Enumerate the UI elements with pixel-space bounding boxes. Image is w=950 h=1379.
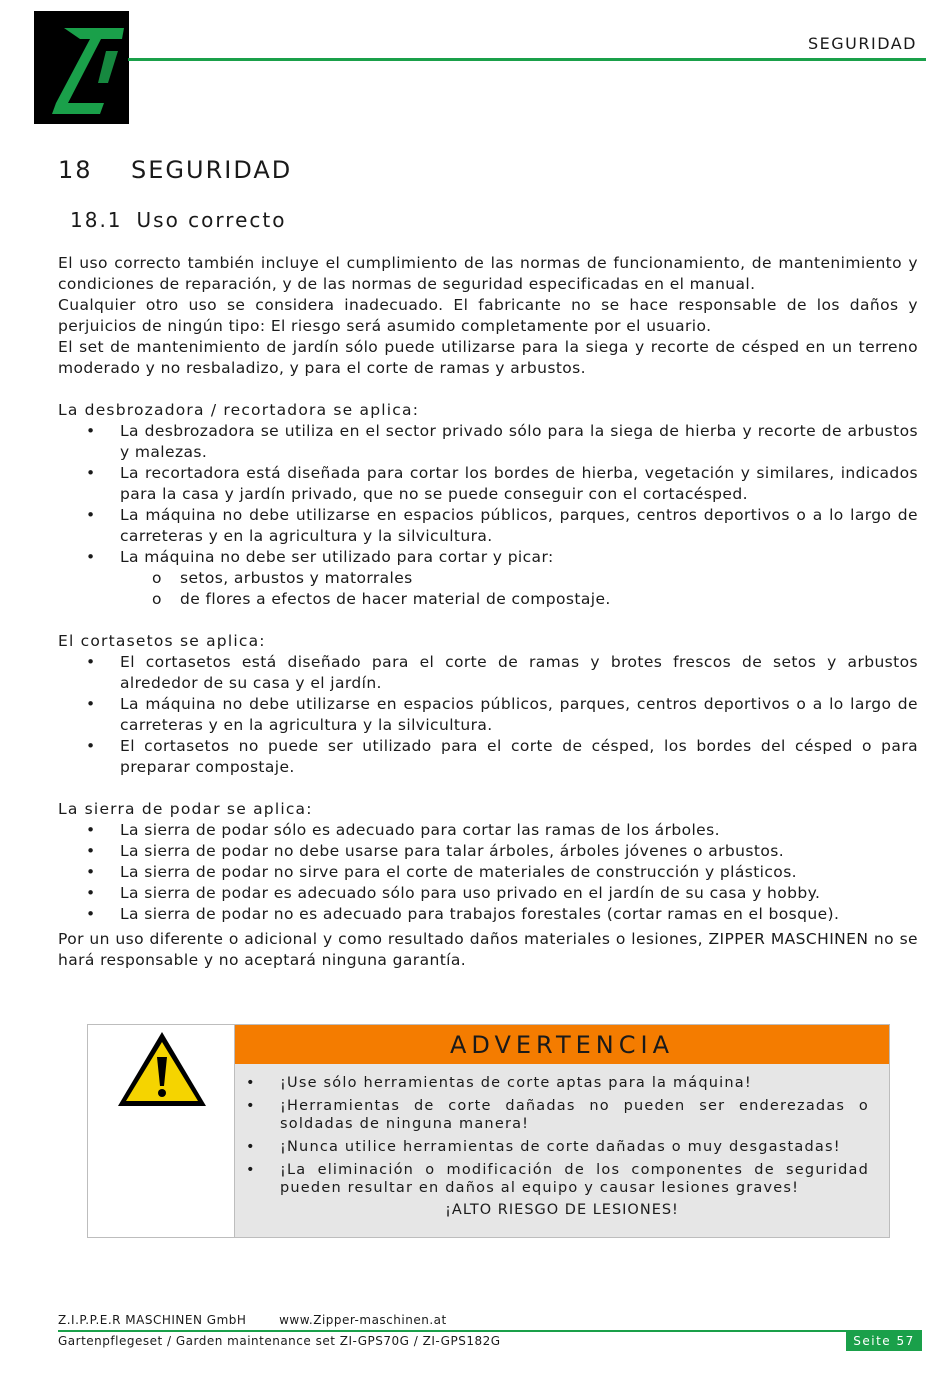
- warning-box: [87, 1024, 890, 1238]
- zipper-logo-mark: [34, 11, 129, 124]
- list-item: • La sierra de podar no sirve para el corte de materiales de construcción y plásticos.: [58, 862, 918, 883]
- list-item: • La máquina no debe utilizarse en espacios públicos, parques, centros deportivos o a lo largo de carreteras y en la agricultura y la silvicultura.: [58, 694, 918, 736]
- footer-rule: [58, 1330, 922, 1332]
- list-item: • La sierra de podar no es adecuado para trabajos forestales (cortar ramas en el bosque).: [58, 904, 918, 925]
- paragraph: El uso correcto también incluye el cumplimiento de las normas de funcionamiento, de mantenimiento y condiciones de reparación, y de las normas de seguridad especificadas en el manual.: [58, 254, 918, 293]
- group-intro-sierra: La sierra de podar se aplica:: [58, 800, 313, 818]
- list-item: [58, 547, 918, 610]
- footer-company: Z.I.P.P.E.R MASCHINEN GmbH: [58, 1313, 247, 1327]
- warning-icon-cell: [88, 1025, 235, 1237]
- list-item: • El cortasetos no puede ser utilizado para el corte de césped, los bordes del césped o para preparar compostaje.: [58, 736, 918, 778]
- warning-triangle-icon: [115, 1029, 209, 1109]
- section-number: 18: [58, 156, 93, 184]
- list-desbrozadora: [58, 421, 918, 610]
- list-item: • La recortadora está diseñada para cortar los bordes de hierba, vegetación y similares, indicados para la casa y jardín privado, que no se puede conseguir con el cortacésped.: [58, 463, 918, 505]
- list-sierra: [58, 820, 918, 925]
- warning-item: • ¡Nunca utilice herramientas de corte dañadas o muy desgastadas!: [280, 1138, 869, 1156]
- sublist-item: o setos, arbustos y matorrales: [120, 568, 918, 589]
- list-item: • La sierra de podar sólo es adecuado para cortar las ramas de los árboles.: [58, 820, 918, 841]
- warning-title: ADVERTENCIA: [235, 1025, 889, 1064]
- zipper-logo: [34, 11, 129, 124]
- list-cortasetos: [58, 652, 918, 778]
- page-number-badge: Seite 57: [846, 1331, 922, 1351]
- subsection-number: 18.1: [70, 208, 123, 232]
- warning-footer: ¡ALTO RIESGO DE LESIONES!: [445, 1202, 679, 1218]
- header-title: SEGURIDAD: [807, 34, 917, 53]
- header-rule: [128, 58, 926, 61]
- list-item: • La desbrozadora se utiliza en el sector privado sólo para la siega de hierba y recorte de arbustos y malezas.: [58, 421, 918, 463]
- footer-website: www.Zipper-maschinen.at: [279, 1313, 447, 1327]
- section-title: SEGURIDAD: [131, 156, 293, 184]
- warning-content: [235, 1025, 889, 1237]
- list-item-text: La máquina no debe ser utilizado para cortar y picar:: [120, 548, 554, 566]
- warning-item: • ¡La eliminación o modificación de los componentes de seguridad pueden resultar en daños al equipo y causar lesiones graves!: [280, 1161, 869, 1197]
- warning-item: • ¡Use sólo herramientas de corte aptas para la máquina!: [280, 1074, 869, 1092]
- sublist: [120, 568, 918, 610]
- sublist-item: o de flores a efectos de hacer material de compostaje.: [120, 589, 918, 610]
- section-heading: [58, 156, 292, 184]
- paragraph: El set de mantenimiento de jardín sólo puede utilizarse para la siega y recorte de césped en un terreno moderado y no resbaladizo, y para el corte de ramas y arbustos.: [58, 338, 918, 377]
- paragraph: Cualquier otro uso se considera inadecuado. El fabricante no se hace responsable de los daños y perjuicios de ningún tipo: El riesgo será asumido completamente por el usuario.: [58, 296, 918, 335]
- group-intro-desbrozadora: La desbrozadora / recortadora se aplica:: [58, 401, 420, 419]
- footer-product: Gartenpflegeset / Garden maintenance set ZI-GPS70G / ZI-GPS182G: [58, 1334, 501, 1348]
- closing-paragraph: Por un uso diferente o adicional y como resultado daños materiales o lesiones, ZIPPER MASCHINEN no se hará responsable y no aceptará ninguna garantía.: [58, 930, 918, 969]
- body-text: [58, 253, 918, 971]
- group-intro-cortasetos: El cortasetos se aplica:: [58, 632, 266, 650]
- subsection-title: Uso correcto: [136, 208, 287, 232]
- subsection-heading: [70, 208, 286, 232]
- warning-item: • ¡Herramientas de corte dañadas no pueden ser enderezadas o soldadas de ninguna manera!: [280, 1097, 869, 1133]
- list-item: • El cortasetos está diseñado para el corte de ramas y brotes frescos de setos y arbustos alrededor de su casa y el jardín.: [58, 652, 918, 694]
- list-item: • La sierra de podar no debe usarse para talar árboles, árboles jóvenes o arbustos.: [58, 841, 918, 862]
- list-item: • La máquina no debe utilizarse en espacios públicos, parques, centros deportivos o a lo largo de carreteras y en la agricultura y la silvicultura.: [58, 505, 918, 547]
- warning-list: [235, 1064, 889, 1197]
- list-item: • La sierra de podar es adecuado sólo para uso privado en el jardín de su casa y hobby.: [58, 883, 918, 904]
- footer-company-line: [58, 1313, 447, 1327]
